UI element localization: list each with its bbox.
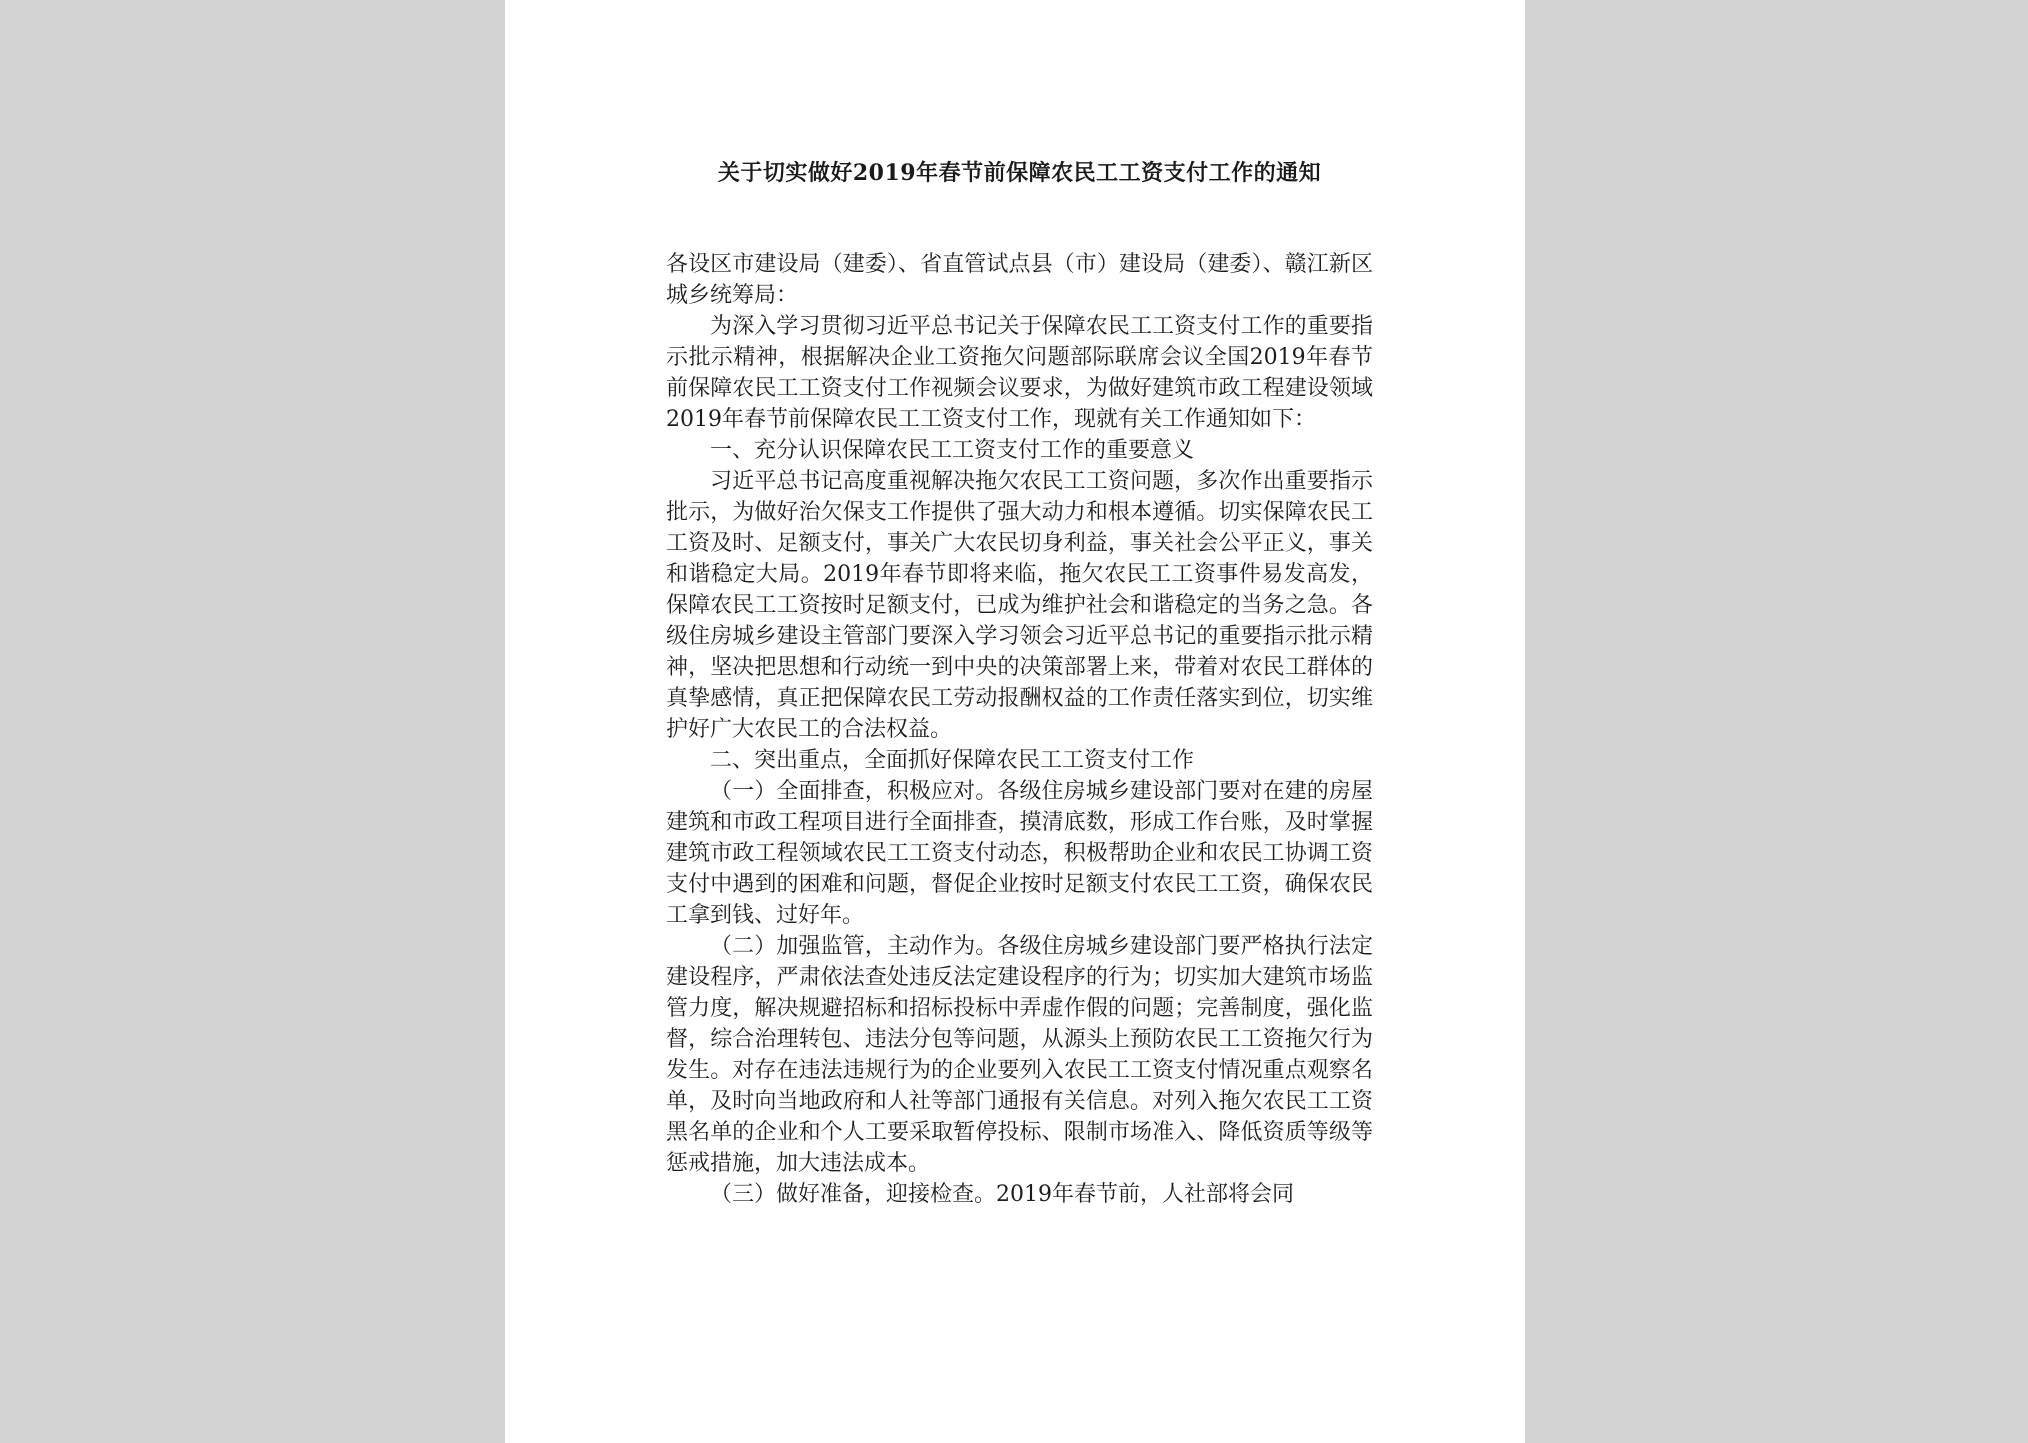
body-paragraph: 一、充分认识保障农民工工资支付工作的重要意义 [710,438,1195,463]
body-paragraph: 各设区市建设局（建委）、省直管试点县（市）建设局（建委）、赣江新区城乡统筹局： [666,252,1373,308]
body-paragraph: 为深入学习贯彻习近平总书记关于保障农民工工资支付工作的重要指示批示精神，根据解决企业工资拖欠问题部际联席会议全国2019年春节前保障农民工工资支付工作视频会议要求，为做好建筑市政工程建设领域2019年春节前保障农民工工资支付工作，现就有关工作通知如下： [666,314,1373,432]
body-paragraph: 习近平总书记高度重视解决拖欠农民工工资问题，多次作出重要指示批示，为做好治欠保支工作提供了强大动力和根本遵循。切实保障农民工工资及时、足额支付，事关广大农民切身利益，事关社会公平正义，事关和谐稳定大局。2019年春节即将来临，拖欠农民工工资事件易发高发，保障农民工工资按时足额支付，已成为维护社会和谐稳定的当务之急。各级住房城乡建设主管部门要深入学习领会习近平总书记的重要指示批示精神，坚决把思想和行动统一到中央的决策部署上来，带着对农民工群体的真挚感情，真正把保障农民工劳动报酬权益的工作责任落实到位，切实维护好广大农民工的合法权益。 [666,469,1373,742]
document-page [505,0,1525,1443]
body-paragraph: （一）全面排查，积极应对。各级住房城乡建设部门要对在建的房屋建筑和市政工程项目进行全面排查，摸清底数，形成工作台账，及时掌握建筑市政工程领域农民工工资支付动态，积极帮助企业和农民工协调工资支付中遇到的困难和问题，督促企业按时足额支付农民工工资，确保农民工拿到钱、过好年。 [666,779,1373,928]
document-title: 关于切实做好2019年春节前保障农民工工资支付工作的通知 [717,160,1322,186]
body-paragraph: 二、突出重点，全面抓好保障农民工工资支付工作 [710,748,1195,773]
body-paragraph: （三）做好准备，迎接检查。2019年春节前，人社部将会同 [710,1182,1294,1207]
document-body [666,249,1373,1210]
body-paragraph: （二）加强监管，主动作为。各级住房城乡建设部门要严格执行法定建设程序，严肃依法查处违反法定建设程序的行为；切实加大建筑市场监管力度，解决规避招标和招标投标中弄虚作假的问题；完善制度，强化监督，综合治理转包、违法分包等问题，从源头上预防农民工工资拖欠行为发生。对存在违法违规行为的企业要列入农民工工资支付情况重点观察名单，及时向当地政府和人社等部门通报有关信息。对列入拖欠农民工工资黑名单的企业和个人工要采取暂停投标、限制市场准入、降低资质等级等惩戒措施，加大违法成本。 [666,934,1373,1176]
